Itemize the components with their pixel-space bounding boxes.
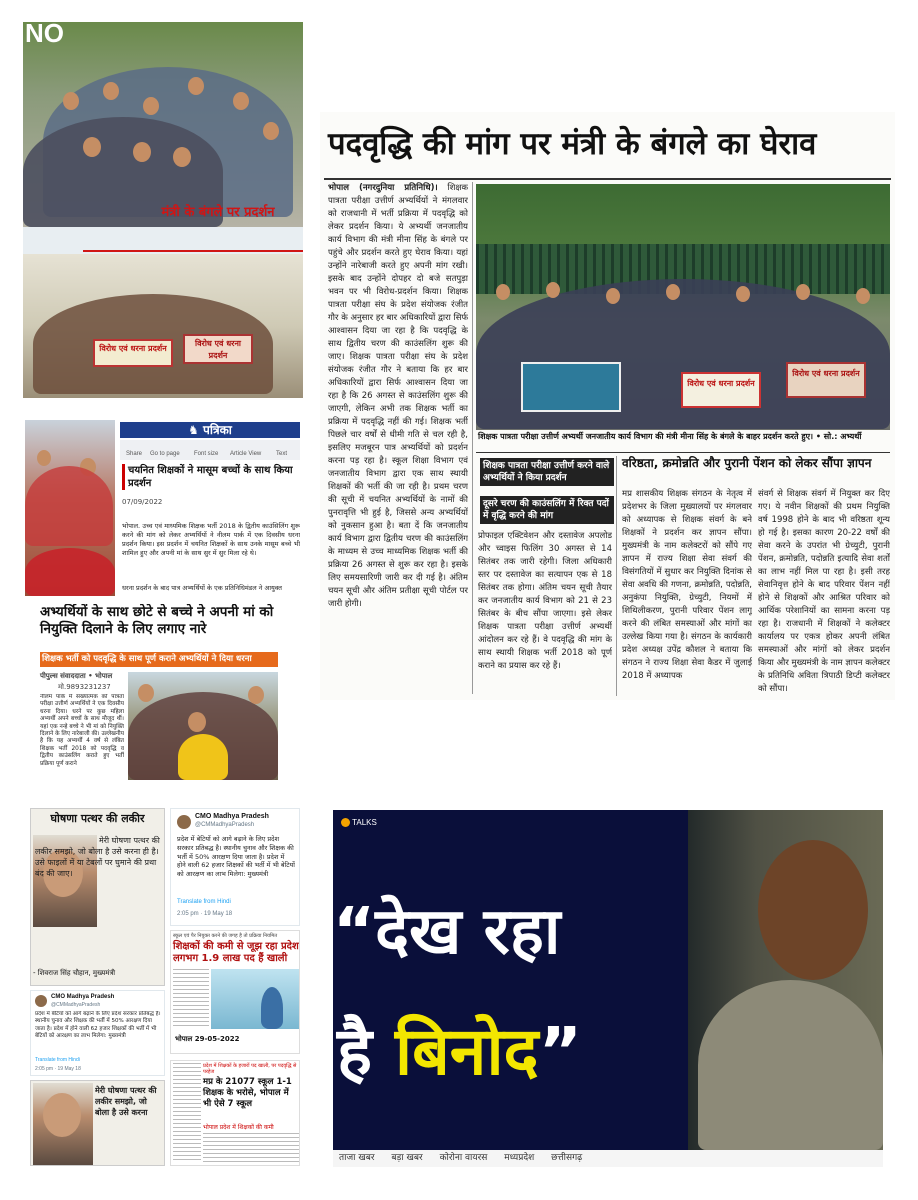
- channel-icon: [341, 818, 350, 827]
- clip-subhead: शिक्षक भर्ती को पदवृद्धि के साथ पूर्ण कराने अभ्यर्थियों ने दिया धरना: [40, 652, 278, 667]
- person-head: [133, 142, 151, 162]
- shortage-body-lines: [173, 969, 209, 1029]
- article-body-1: शिक्षक पात्रता परीक्षा उत्तीर्ण अभ्यर्थियों ने मंगलवार को राजधानी में भर्ती प्रक्रिया में पदवृद्धि को लेकर प्रदर्शन किया। ये अभ्यर्थी जनजातीय कार्य विभाग की मंत्री मीना सिंह के बंगले पर पहुंचे और प्रदर्शन करते हुए घेराव किया। यहां उन्होंने नारेबाजी करते हुए अपनी मांग रखी। इसके बाद उन्होंने दोपहर दो बजे सतपुड़ा भवन पर भी विरोध-प्रदर्शन किया। शिक्षक पात्रता परीक्षा संघ के प्रदेश संयोजक रंजीत गौर के अनुसार हर बार अधिकारियों द्वारा सिर्फ आश्वासन दिया जा रहा है कि पदवृद्धि के साथ द्वितीय चरण की काउंसलिंग शुरू की जाए। शिक्षक पात्रता परीक्षा संघ के प्रदेश संयोजक रंजीत गौर ने बताया कि हर बार अधिकारियों द्वारा सिर्फ आश्वासन दिया जा रहा है कि 26 अगस्त से काउंसलिंग शुरू की जाएगी, लेकिन अभी तक शिक्षक भर्ती का प्रक्रिया में पदवृद्धि नहीं की गई। शिक्षक भर्ती पिछले चार वर्षों से धीमी गति से चल रही है, इसलिए मजबूरन पात्र अभ्यर्थियों को प्रदर्शन करना पड़ रहा है। स्कूल शिक्षा विभाग एवं जनजातीय विभाग द्वारा एक साथ स्थायी शिक्षकों की भर्ती की जा रही है। प्रथम चरण की सूची में चयनित अभ्यर्थियों के नामों की पुनरावृत्ति भी हुई है, जिससे अन्य अभ्यर्थियों को नुकसान हुआ है। बता दें कि जनजातीय कार्य विभाग द्वारा द्वितीय चरण की काउंसलिंग के माध्यम से उच्च माध्यमिक शिक्षक भर्ती की प्रक्रिया 26 अगस्त से शुरू कर रहा है। इसके लिए समयसारिणी जारी कर दी गई है। अंतिम चयन सूची और अंतिम प्रतीक्षा सूची पोर्टल पर जारी होगी।: [328, 183, 468, 609]
- meme-highlight-binod: बिनोद: [395, 1013, 539, 1090]
- schools-headline: मप्र के 21077 स्कूल 1-1 शिक्षक के भरोसे, भोपाल में भी ऐसे 7 स्कूल: [203, 1077, 292, 1109]
- quote-clipping-small: [30, 1080, 165, 1166]
- tweet-avatar: [177, 815, 191, 829]
- epaper-toolbar: [120, 440, 300, 460]
- person-head: [143, 97, 159, 115]
- schools-news-clip: [170, 1060, 300, 1166]
- person-head: [63, 92, 79, 110]
- person-head: [856, 288, 870, 304]
- tweet-translate-link[interactable]: Translate from Hindi: [35, 1057, 80, 1063]
- tweet-translate-link[interactable]: Translate from Hindi: [177, 899, 231, 905]
- newspaper-clipping-main: [320, 112, 895, 700]
- tweet-text: प्रदेश में बेटियों को आगे बढ़ाने के लिए प्रदेश सरकार प्रतिबद्ध है। स्थानीय चुनाव और शिक्षक की भर्ती में 50% आरक्षण दिया जाता है। प्रदेश में होने वाली 62 हजार शिक्षकों की भर्ती में भी बेटियों को आरक्षण का लाभ मिलेगा: मुख्यमंत्री: [177, 835, 295, 879]
- tweet-time: 2:05 pm · 19 May 18: [177, 911, 233, 917]
- meme-closing-quote: ”: [538, 1013, 582, 1090]
- crowd-shape: [25, 466, 113, 546]
- channel-logo: [341, 818, 377, 827]
- person-head: [103, 82, 119, 100]
- person-head: [666, 284, 680, 300]
- face: [758, 840, 868, 980]
- cm-quote: मेरी घोषणा पत्थर की लकीर समझो, जो बोला है उसे करना ही है। उसे फाइलों में या टेबलों पर घुमाने की प्रथा बंद की जाए।: [35, 836, 160, 878]
- nav-chhattisgarh[interactable]: छत्तीसगढ़: [551, 1153, 583, 1163]
- logo-text: पत्रिका: [203, 423, 232, 437]
- person-head: [263, 122, 279, 140]
- nav-big-news[interactable]: बड़ा खबर: [391, 1153, 423, 1163]
- building-protest-photo: [23, 254, 303, 398]
- cm-quote-author: - शिवराज सिंह चौहान, मुख्यमंत्री: [33, 969, 116, 977]
- schools-side: भोपाल प्रदेश में शिक्षकों की कमी: [203, 1124, 274, 1131]
- protest-banner: विरोध एवं धरना प्रदर्शन: [93, 339, 173, 367]
- protest-photo-collage: [23, 22, 303, 398]
- column-divider: [616, 456, 617, 696]
- newspaper-clip-child-protest: [38, 604, 278, 780]
- meme-word-hai: है: [337, 1013, 373, 1090]
- protest-banner: विरोध एवं धरना प्रदर्शन: [786, 362, 866, 398]
- column-divider: [472, 182, 473, 694]
- clip-phone: मो.9893231237: [58, 683, 111, 691]
- second-article-headline: वरिष्ठता, क्रमोन्नति और पुरानी पेंशन को लेकर सौंपा ज्ञापन: [622, 456, 872, 470]
- person-head: [606, 288, 620, 304]
- person-head: [736, 286, 750, 302]
- headline-rule: [324, 178, 891, 180]
- second-article-body-right: संवर्ग से शिक्षक संवर्ग में नियुक्त कर दिए गए। ये नवीन शिक्षकों की प्रथम नियुक्ति वर्ष 1998 होने के बाद भी वरिष्ठता शून्य हो गई है। इसका कारण 20-22 वर्षों की सेवा करने के उपरांत भी ग्रेच्युटी, पुरानी पेंशन, क्रमोन्नति, पदोन्नति इत्यादि सेवा शर्तों का लाभ नहीं मिल पा रहा है। इसी तरह सेवानिवृत्त होने के बाद परिवार पेंशन नहीं होने से शिक्षकों और आश्रित परिवार को आर्थिक परेशानियों का सामना करना पड़ रहा है। राजधानी में शिक्षकों ने कलेक्टर कार्यालय पर एकत्र होकर अपनी लंबित समस्याओं और मांगों को लेकर प्रदर्शन किया और मुख्यमंत्री के नाम ज्ञापन कलेक्टर के प्रतिनिधि अविता त्रिपाठी डिप्टी कलेक्टर को सौंपा।: [758, 489, 890, 694]
- photo-caption: शिक्षक पात्रता परीक्षा उत्तीर्ण अभ्यर्थी जनजातीय कार्य विभाग की मंत्री मीना सिंह के बंगले के बाहर प्रदर्शन करते हुए। • सो.: अभ्यर्थी: [478, 432, 862, 441]
- nav-madhya-pradesh[interactable]: मध्यप्रदेश: [504, 1153, 535, 1163]
- subhead-1: शिक्षक पात्रता परीक्षा उत्तीर्ण करने वाले अभ्यर्थियों ने किया प्रदर्शन: [480, 458, 614, 486]
- person-head: [37, 450, 51, 466]
- person-head: [496, 284, 510, 300]
- news-nav-bar: [333, 1150, 883, 1167]
- caption-underline: [83, 250, 303, 252]
- person-head: [233, 92, 249, 110]
- child-protest-photo: [128, 672, 278, 780]
- person-head: [546, 282, 560, 298]
- man-portrait: [688, 810, 883, 1150]
- article-headline: पदवृद्धि की मांग पर मंत्री के बंगले का घेराव: [328, 126, 817, 162]
- section-rule: [476, 452, 890, 453]
- person-head: [188, 712, 206, 732]
- shortage-headline: शिक्षकों की कमी से जूझ रहा प्रदेश लगभग 1.9 लाख पद हैं खाली: [173, 941, 299, 964]
- teacher-figure: [261, 987, 283, 1029]
- clip-byline: पीपुल्स संवाददाता • भोपाल: [40, 672, 113, 680]
- tweet-handle: @CMMadhyaPradesh: [195, 822, 255, 828]
- cm-quote-small: मेरी घोषणा पत्थर की लकीर समझो, जो बोला है उसे करना: [95, 1086, 157, 1117]
- quote-clip-title: घोषणा पत्थर की लकीर: [50, 812, 145, 825]
- schools-body-lines: [203, 1133, 299, 1163]
- classroom-graphic: [211, 969, 299, 1029]
- meme-line-2: [337, 1012, 737, 1092]
- channel-brand: TALKS: [352, 818, 377, 827]
- mothers-children-photo: [25, 420, 115, 596]
- toolbar-article-view[interactable]: Article View: [230, 451, 262, 457]
- person-head: [83, 137, 101, 157]
- person-head: [796, 284, 810, 300]
- second-article-body-left: मप्र शासकीय शिक्षक संगठन के नेतृत्व में प्रदेशभर के जिला मुख्यालयों पर मंगलवार को अध्यापक से शिक्षक संवर्ग के बने शिक्षकों ने प्रदर्शन कर ज्ञापन सौंपा। मुख्यमंत्री के नाम कलेक्टरों को सौंपे गए ज्ञापन में राज्य शिक्षा सेवा संवर्ग की विसंगतियों में सुधार कर नियुक्ति दिनांक से सेवा अवधि की गणना, क्रमोन्नति, पदोन्नति, अनुकंपा नियुक्ति, ग्रेच्युटी, नियमों में शिथिलीकरण, पुरानी परिवार पेंशन लागू करने की लंबित समस्याओं और मांगों का उल्लेख किया गया है। संगठन के कार्यकारी प्रदेश अध्यक्ष उपेंद्र कौशल ने बताया कि संगठन ने राज्य शिक्षा सेवा कैडर में जुलाई 2018 में अध्यापक: [622, 489, 752, 681]
- protest-banner: विरोध एवं धरना प्रदर्शन: [681, 372, 761, 408]
- protest-banner: [521, 362, 621, 412]
- sit-in-protest-photo: [23, 22, 303, 227]
- article-body-2: प्रोफाइल एक्टिवेशन और दस्तावेज अपलोड और च्वाइस फिलिंग 30 अगस्त से 14 सितंबर तक जारी रहेगी। जिला अधिकारी स्तर पर दस्तावेज का सत्यापन एक से 18 सितंबर तक होगा। अंतिम चयन सूची तैयार कर जनजातीय कार्य विभाग को 21 से 23 सितंबर के बीच सौंपा जाएगा। इसे लेकर शिक्षक पात्रता परीक्षा उत्तीर्ण अभ्यर्थी आंदोलन कर रहे हैं। वे पदवृद्धि की मांग के साथ स्थायी शिक्षक भर्ती 2018 को पूर्ण कराने का प्रयास कर रहे हैं।: [478, 531, 612, 671]
- side-column-lines: [173, 1063, 201, 1163]
- tweet-author: CMO Madhya Pradesh: [195, 813, 269, 820]
- nav-coronavirus[interactable]: कोरोना वायरस: [439, 1153, 488, 1163]
- shortage-date: भोपाल 29-05-2022: [175, 1035, 240, 1043]
- tweet-time: 2:05 pm · 19 May 18: [35, 1066, 81, 1072]
- tweet-card: [170, 808, 300, 926]
- toolbar-text[interactable]: Text: [276, 451, 288, 457]
- face: [43, 1093, 81, 1137]
- tweet-avatar: [35, 995, 47, 1007]
- article-column-left: [328, 182, 468, 694]
- protest-banner: विरोध एवं धरना प्रदर्शन: [183, 334, 253, 364]
- toolbar-share[interactable]: Share: [126, 451, 143, 457]
- shortage-kicker: स्कूल एवं पैर नियुक्त करने की जगह है तो प्रक्रिया नियमित: [173, 933, 278, 939]
- tweet-text: प्रदेश में बेटियों को आगे बढ़ाने के लिए प्रदेश सरकार प्रतिबद्ध है। स्थानीय चुनाव और शिक्षक की भर्ती में 50% आरक्षण दिया जाता है। प्रदेश में होने वाली 62 हजार शिक्षकों की भर्ती में भी बेटियों को आरक्षण का लाभ मिलेगा: मुख्यमंत्री: [35, 1011, 161, 1039]
- schools-kicker: प्रदेश में शिक्षकों के हजारों पद खाली, पर पदवृद्धि से परहेज: [203, 1063, 297, 1075]
- epaper-date: 07/09/2022: [122, 498, 163, 506]
- person-head: [138, 684, 154, 702]
- toolbar-go-to-page[interactable]: Go to page: [150, 451, 180, 457]
- subhead-2: दूसरे चरण की काउंसलिंग में रिक्त पदों में वृद्धि करने की मांग: [480, 496, 614, 524]
- crowd-shape: [25, 548, 115, 596]
- article-dateline: भोपाल (नगरदुनिया प्रतिनिधि)।: [328, 183, 438, 193]
- tweet-author: CMO Madhya Pradesh: [51, 994, 115, 1000]
- cm-promise-collage: [30, 808, 300, 1166]
- quote-clipping: [30, 808, 165, 986]
- toolbar-font-size[interactable]: Font size: [194, 451, 219, 457]
- patrika-epaper-clip: [25, 418, 301, 604]
- bungalow-protest-photo: [476, 184, 890, 430]
- patrika-logo: [120, 422, 300, 438]
- binod-meme: [333, 810, 883, 1167]
- person-head: [188, 77, 204, 95]
- epaper-body-2: धरना प्रदर्शन के बाद पात्र अभ्यर्थियों के एक प्रतिनिधिमंडल ने आयुक्त: [122, 584, 282, 592]
- epaper-body: भोपाल. उच्च एवं माध्यमिक शिक्षक भर्ती 2018 के द्वितीय काउंसिलिंग शुरू करने की मांग को लेकर अभ्यर्थियों ने नीलम पार्क में एक दिवसीय धरना प्रदर्शन किया। इस प्रदर्शन में चयनित शिक्षकों के साथ उनके मासूम बच्चे भी शामिल हुए और अपनी मां के साथ सुर में सुर मिला रहे थे।: [122, 522, 300, 557]
- tweet-handle: @CMMadhyaPradesh: [51, 1002, 101, 1008]
- nav-latest-news[interactable]: ताजा खबर: [339, 1153, 375, 1163]
- cm-portrait: [33, 1083, 93, 1165]
- collage-caption: मंत्री के बंगले पर प्रदर्शन: [161, 205, 275, 220]
- tweet-card-2: [30, 990, 165, 1076]
- child-figure: [178, 734, 228, 780]
- clip-body: नीलम पार्क में संख्यात्मक को पात्रता परीक्षा उत्तीर्ण अभ्यर्थियों ने एक दिवसीय धरना दिया। धरने पर कुछ महिला अभ्यर्थी अपने बच्चों के साथ मौजूद थीं। यहां एक नन्हे बच्चे ने भी मां को नियुक्ति दिलाने के लिए नारेबाजी की। उल्लेखनीय है कि यह अभ्यर्थी 4 वर्ष से लंबित शिक्षक भर्ती 2018 को पदवृद्धि व द्वितीय काउंसलिंग कराते हुए भर्ती प्रक्रिया पूर्ण कराने: [40, 694, 124, 767]
- person-head: [173, 147, 191, 167]
- corner-label: NO: [25, 22, 64, 48]
- person-head: [248, 686, 264, 704]
- meme-line-1: “देख रहा: [333, 895, 561, 969]
- epaper-headline: चयनित शिक्षकों ने मासूम बच्चों के साथ किया प्रदर्शन: [122, 464, 301, 490]
- lion-icon: ♞: [188, 423, 204, 437]
- clip-headline: अभ्यर्थियों के साथ छोटे से बच्चे ने अपनी मां को नियुक्ति दिलाने के लिए लगाए नारे: [40, 604, 274, 637]
- shortage-news-clip: [170, 930, 300, 1054]
